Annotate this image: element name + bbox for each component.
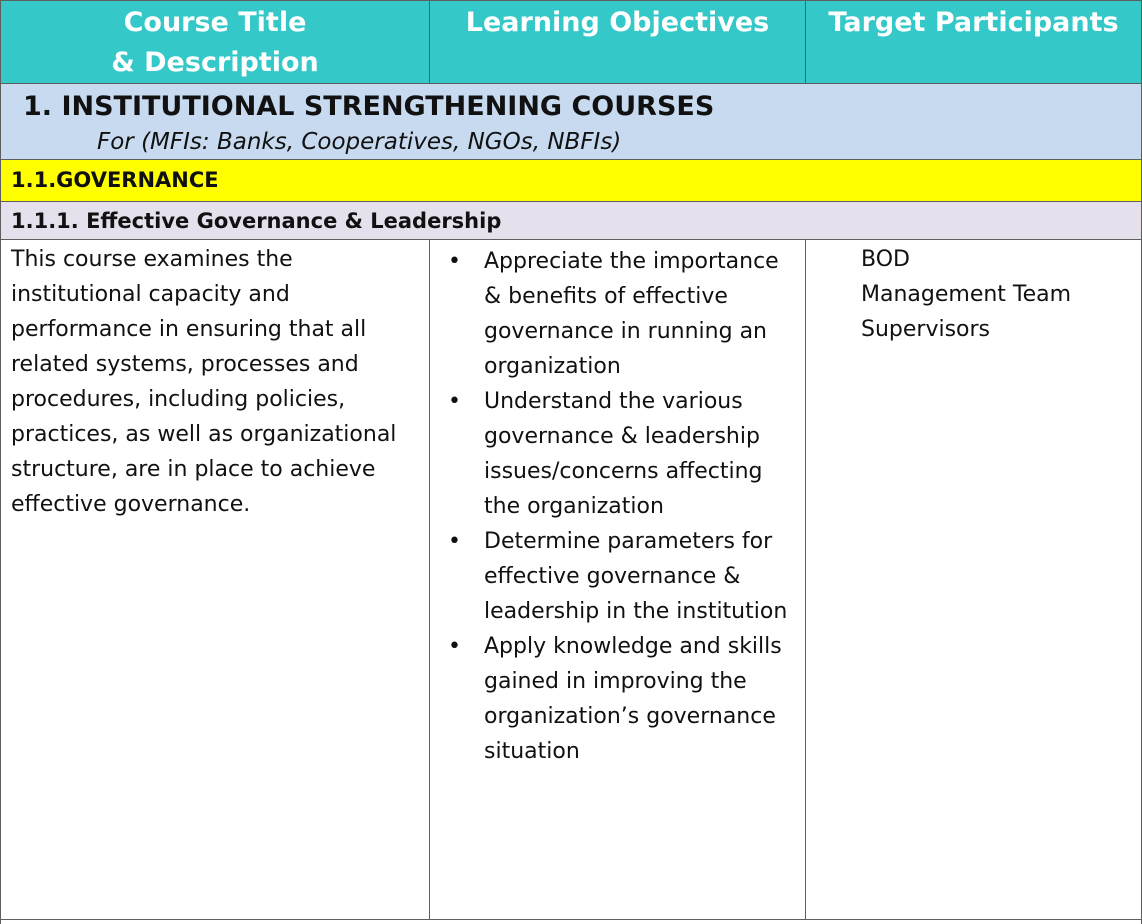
participants-cell (805, 240, 1141, 919)
section-title: 1. INSTITUTIONAL STRENGTHENING COURSES (23, 91, 715, 122)
category-title: 1.1.GOVERNANCE (11, 168, 219, 192)
objective-text: Understand the various governance & leadership issues/concerns affecting the organization (484, 389, 763, 519)
bullet-icon: • (448, 529, 461, 554)
objectives-list (430, 244, 795, 769)
bullet-icon: • (448, 389, 461, 414)
bullet-icon: • (448, 249, 461, 274)
header-target-participants-label: Target Participants (828, 7, 1119, 38)
participant-item: BOD (861, 247, 910, 272)
objective-item (430, 244, 795, 384)
objectives-cell (429, 240, 805, 919)
bullet-icon: • (448, 634, 461, 659)
section-row (1, 84, 1141, 160)
objective-item (430, 524, 795, 629)
objective-text: Apply knowledge and skills gained in improving the organization’s governance situation (484, 634, 782, 764)
header-course-title (1, 1, 429, 83)
description-cell (1, 240, 429, 919)
header-learning-objectives-label: Learning Objectives (465, 7, 770, 38)
section-subtitle: For (MFIs: Banks, Cooperatives, NGOs, NBFIs) (97, 129, 622, 155)
header-target-participants (805, 1, 1141, 83)
objective-item (430, 629, 795, 769)
objective-text: Determine parameters for effective governance & leadership in the institution (484, 529, 788, 624)
participant-item: Supervisors (861, 317, 991, 342)
objective-text: Appreciate the importance & benefits of effective governance in running an organization (484, 249, 779, 379)
participants-list (861, 242, 1141, 347)
category-row (1, 160, 1141, 202)
course-title: 1.1.1. Effective Governance & Leadership (11, 209, 502, 233)
course-description: This course examines the institutional capacity and performance in ensuring that all related systems, processes and procedures, including policies, practices, as well as organizational structure, are in place to achieve effective governance. (11, 247, 397, 517)
header-learning-objectives (429, 1, 805, 83)
participant-item: Management Team (861, 282, 1072, 307)
header-course-title-line2: & Description (111, 47, 319, 78)
table-header-row (1, 0, 1141, 84)
header-course-title-line1: Course Title (123, 7, 307, 38)
course-body-row (1, 240, 1141, 920)
course-title-row (1, 202, 1141, 240)
objective-item (430, 384, 795, 524)
